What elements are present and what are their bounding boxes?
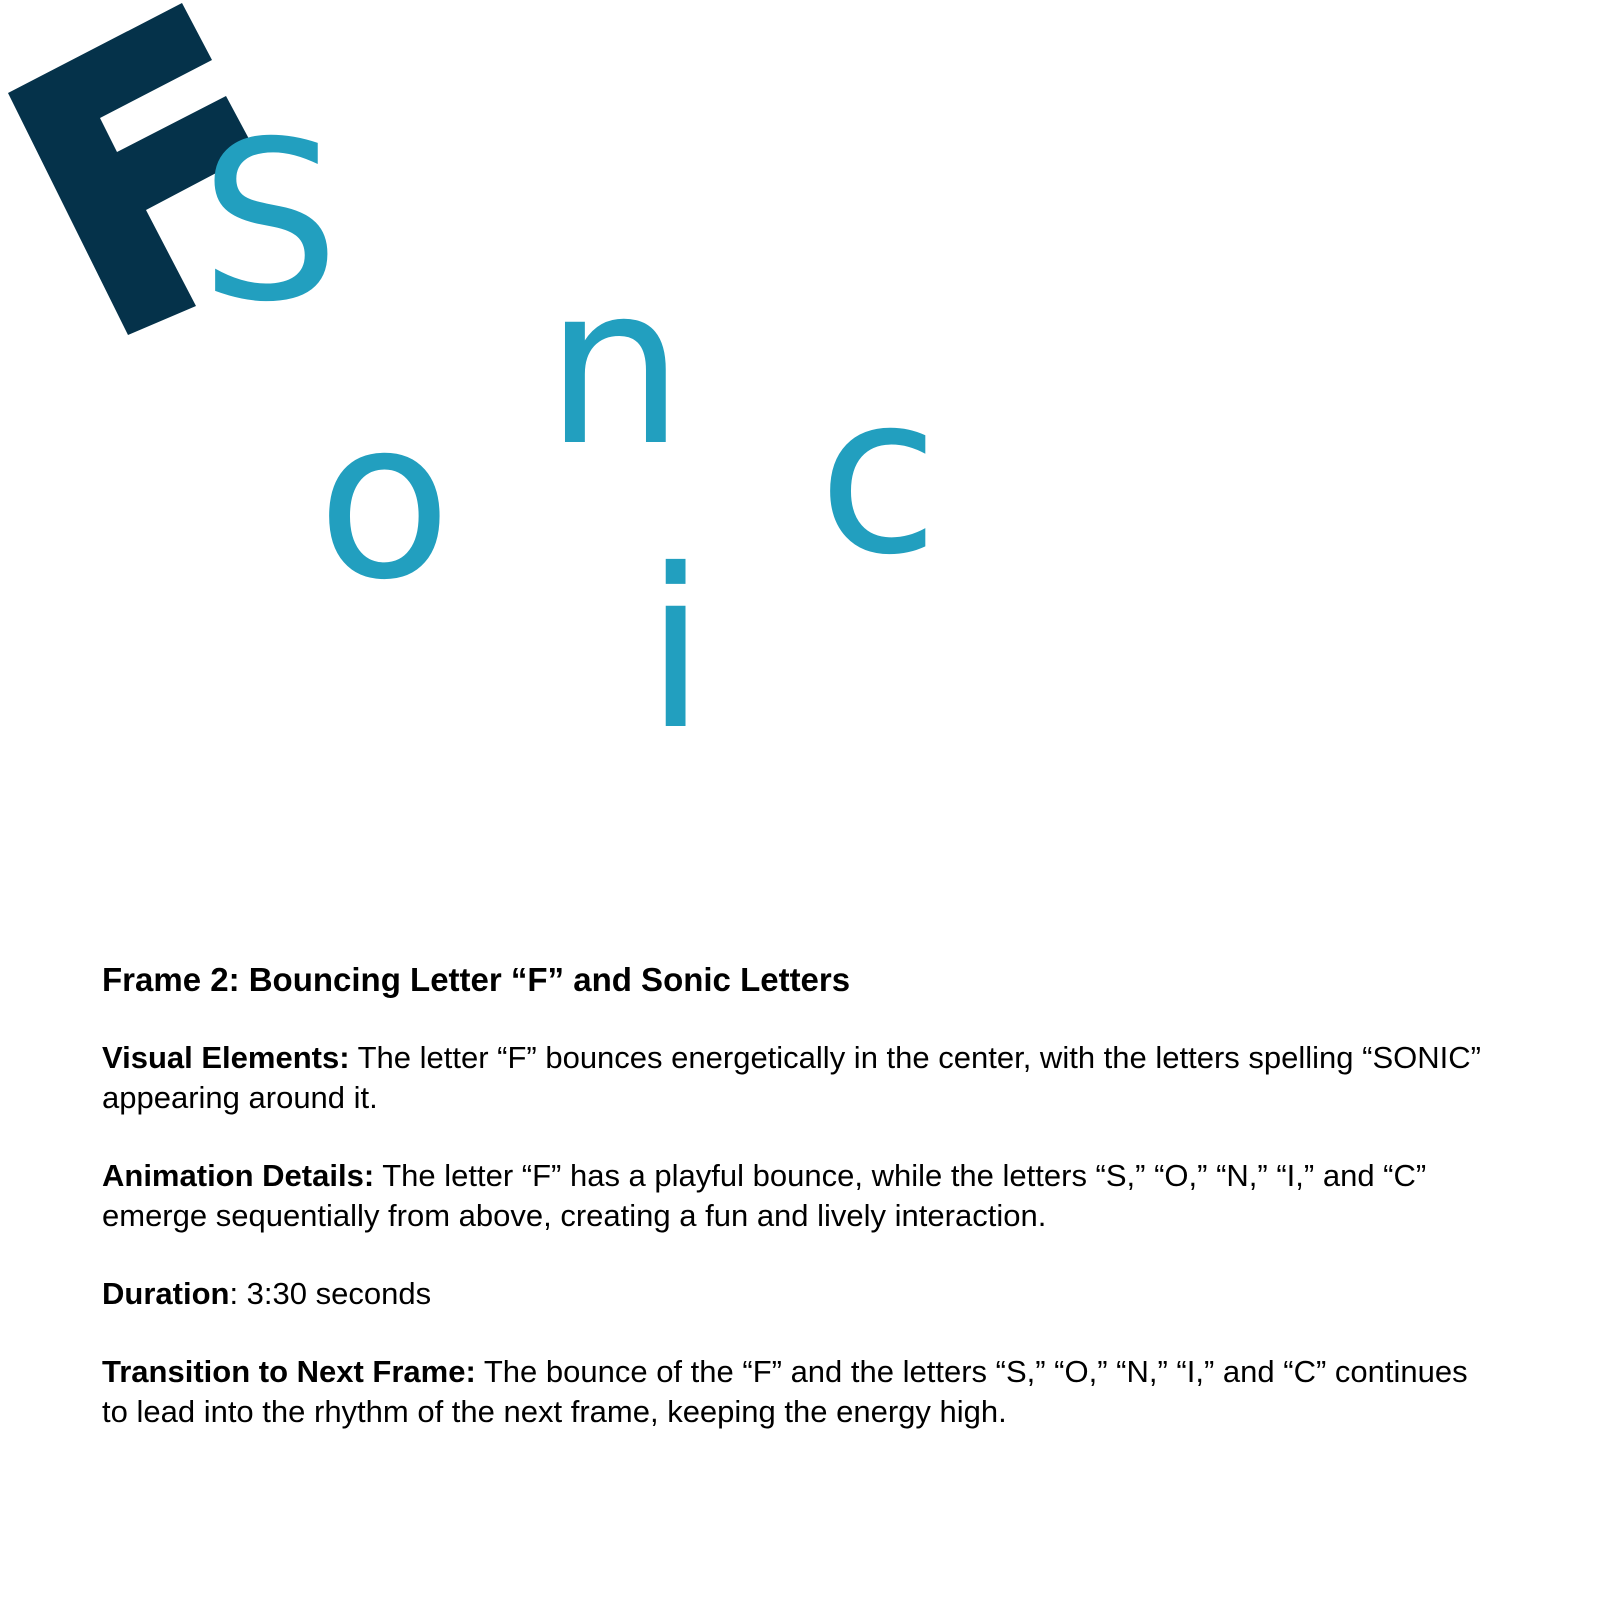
animation-details-text: The letter “F” has a playful bounce, while the letters “S,” “O,” “N,” “I,” and “C” emerge sequentially from above, creating a fun and lively interaction. [102, 1158, 1427, 1233]
duration-label: Duration [102, 1276, 230, 1311]
frame-title: Frame 2: Bouncing Letter “F” and Sonic Letters [102, 961, 851, 998]
visual-elements-label: Visual Elements: [102, 1040, 350, 1075]
letter-i: i [645, 522, 707, 778]
letter-o: o [317, 372, 452, 628]
frame-description [102, 960, 1502, 1470]
visual-elements-text: The letter “F” bounces energetically in the center, with the letters spelling “SONIC” appearing around it. [102, 1040, 1481, 1115]
letter-n: n [545, 238, 685, 494]
transition-paragraph [102, 1352, 1502, 1432]
visual-elements-paragraph [102, 1038, 1502, 1118]
transition-label: Transition to Next Frame: [102, 1354, 476, 1389]
letter-c: c [818, 347, 939, 603]
duration-text: : 3:30 seconds [229, 1276, 432, 1311]
animation-details-label: Animation Details: [102, 1158, 375, 1193]
transition-text: The bounce of the “F” and the letters “S,” “O,” “N,” “I,” and “C” continues to lead into the rhythm of the next frame, keeping the energy high. [102, 1354, 1468, 1429]
letter-s: S [200, 94, 340, 350]
duration-paragraph [102, 1274, 1502, 1314]
animation-details-paragraph [102, 1156, 1502, 1236]
